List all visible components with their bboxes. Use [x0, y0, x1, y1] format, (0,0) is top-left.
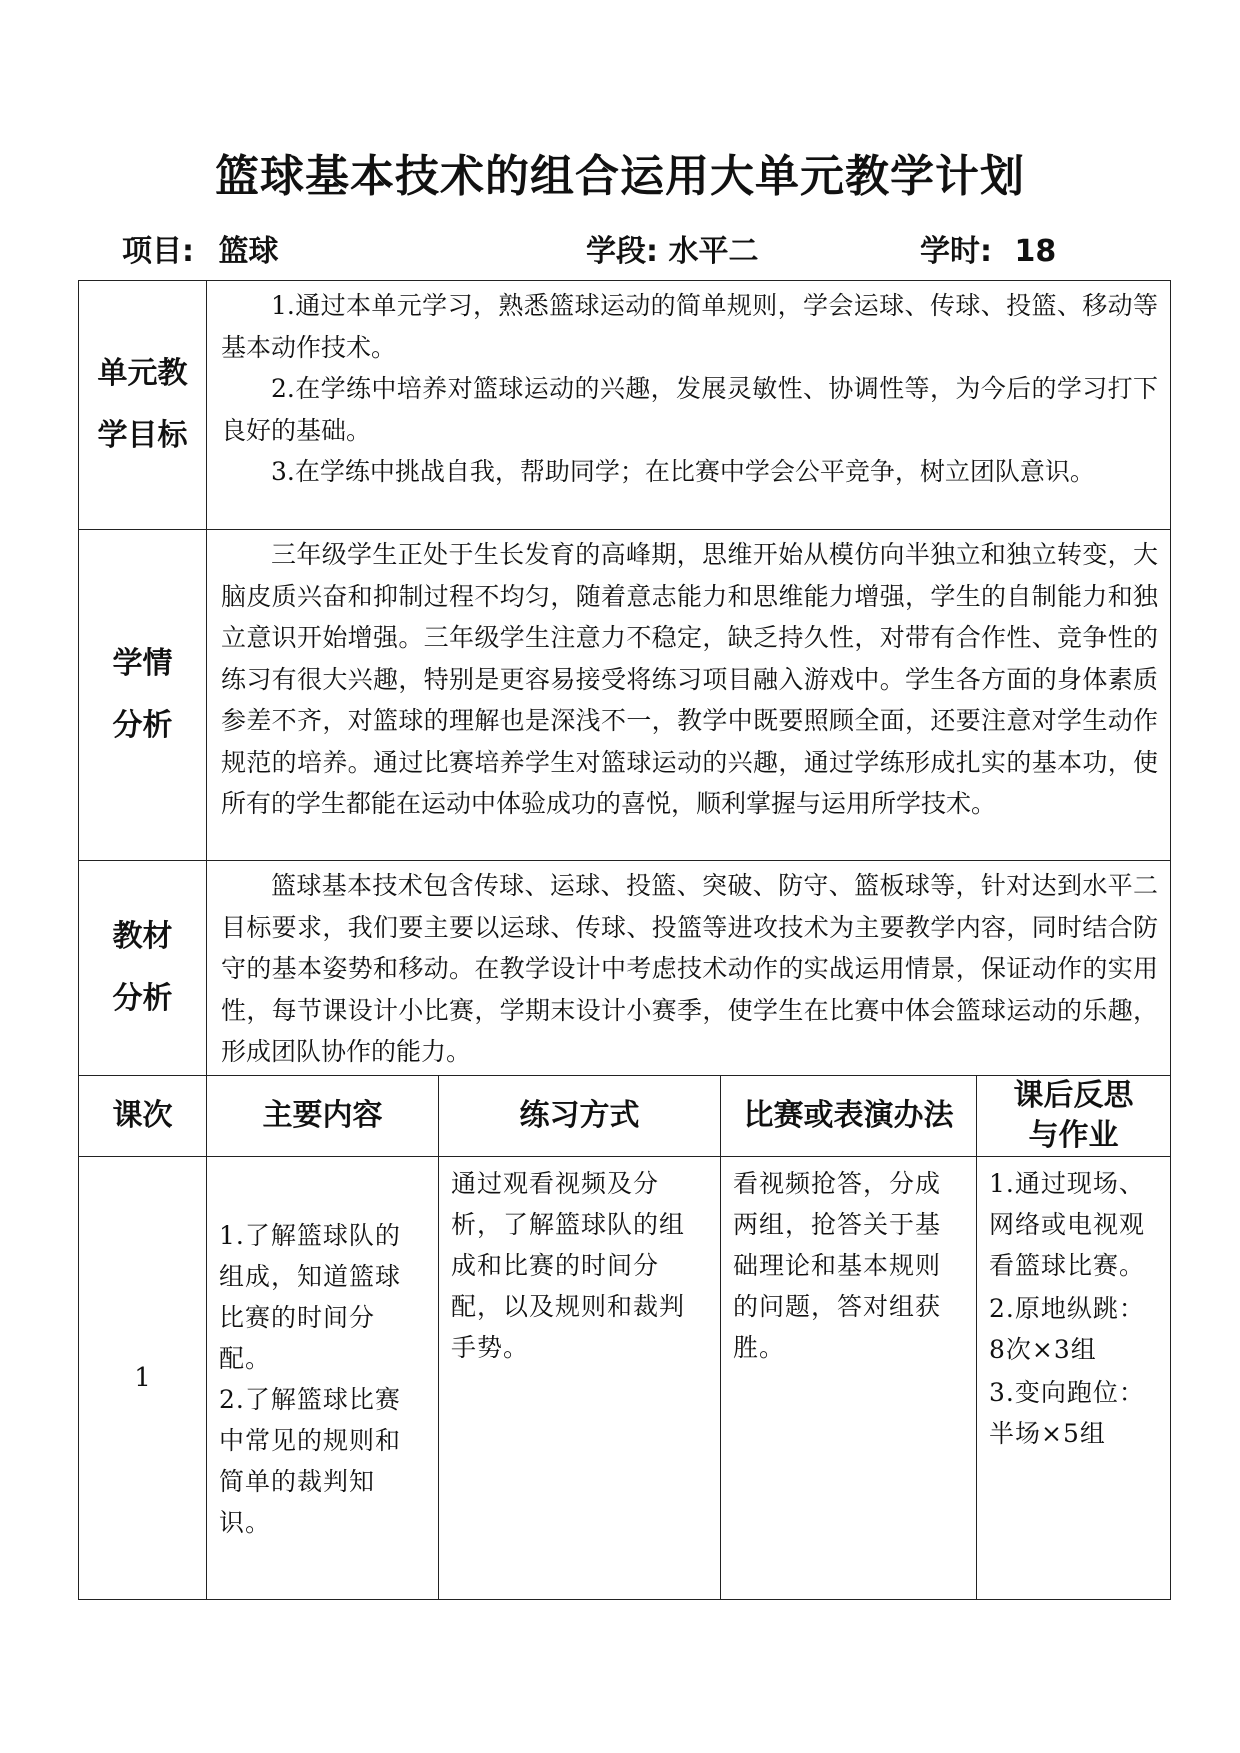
hours-label: 学时:: [920, 234, 992, 269]
project-value: 篮球: [218, 234, 279, 269]
stage-label: 学段:: [586, 234, 658, 269]
hours-field: [920, 226, 1056, 270]
page-title: 篮球基本技术的组合运用大单元教学计划: [215, 151, 1025, 202]
header-lesson: 课次: [79, 1075, 207, 1156]
goals-label: 单元教 学目标: [79, 281, 207, 530]
students-text: 三年级学生正处于生长发育的高峰期，思维开始从模仿向半独立和独立转变，大脑皮质兴奋和抑制过程不均匀，随着意志能力和思维能力增强，学生的自制能力和独立意识开始增强。三年级学生注意力不稳定，缺乏持久性，对带有合作性、竞争性的练习有很大兴趣，特别是更容易接受将练习项目融入游戏中。学生各方面的身体素质参差不齐，对篮球的理解也是深浅不一，教学中既要照顾全面，还要注意对学生动作规范的培养。通过比赛培养学生对篮球运动的兴趣，通过学练形成扎实的基本功，使所有的学生都能在运动中体验成功的喜悦，顺利掌握与运用所学技术。: [207, 530, 1171, 861]
materials-row: [79, 861, 1171, 1076]
goal-item: 1.通过本单元学习，熟悉篮球运动的简单规则，学会运球、传球、投篮、移动等基本动作技术。: [221, 291, 1159, 362]
header-reflection: 课后反思 与作业: [977, 1075, 1171, 1156]
students-label: 学情 分析: [79, 530, 207, 861]
stage-field: [586, 226, 758, 270]
lesson-homework: 1.通过现场、网络或电视观看篮球比赛。 2.原地纵跳：8次×3组 3.变向跑位：半场×5组: [977, 1156, 1171, 1599]
header-practice: 练习方式: [439, 1075, 721, 1156]
header-content: 主要内容: [207, 1075, 439, 1156]
project-field: [122, 226, 278, 270]
lesson-content: 1.了解篮球队的组成，知道篮球比赛的时间分配。 2.了解篮球比赛中常见的规则和简单的裁判知识。: [207, 1156, 439, 1599]
goal-item: 2.在学练中培养对篮球运动的兴趣，发展灵敏性、协调性等，为今后的学习打下良好的基础。: [221, 374, 1159, 445]
stage-value: 水平二: [668, 234, 759, 269]
table-row: [79, 1156, 1171, 1599]
goals-text: [207, 281, 1171, 530]
lesson-competition: 看视频抢答，分成两组，抢答关于基础理论和基本规则的问题，答对组获胜。: [721, 1156, 977, 1599]
hours-value: 18: [1014, 234, 1057, 269]
lesson-header-row: [79, 1075, 1171, 1156]
project-label: 项目:: [122, 234, 194, 269]
goal-item: 3.在学练中挑战自我，帮助同学；在比赛中学会公平竞争，树立团队意识。: [271, 457, 1095, 486]
header-competition: 比赛或表演办法: [721, 1075, 977, 1156]
teaching-plan-table: [78, 280, 1171, 1600]
materials-label: 教材 分析: [79, 861, 207, 1076]
materials-text: 篮球基本技术包含传球、运球、投篮、突破、防守、篮板球等，针对达到水平二目标要求，我们要主要以运球、传球、投篮等进攻技术为主要教学内容，同时结合防守的基本姿势和移动。在教学设计中考虑技术动作的实战运用情景，保证动作的实用性，每节课设计小比赛，学期末设计小赛季，使学生在比赛中体会篮球运动的乐趣，形成团队协作的能力。: [207, 861, 1171, 1076]
lesson-practice: 通过观看视频及分析，了解篮球队的组成和比赛的时间分配，以及规则和裁判手势。: [439, 1156, 721, 1599]
students-row: [79, 530, 1171, 861]
goals-row: [79, 281, 1171, 530]
lesson-number: 1: [79, 1156, 207, 1599]
